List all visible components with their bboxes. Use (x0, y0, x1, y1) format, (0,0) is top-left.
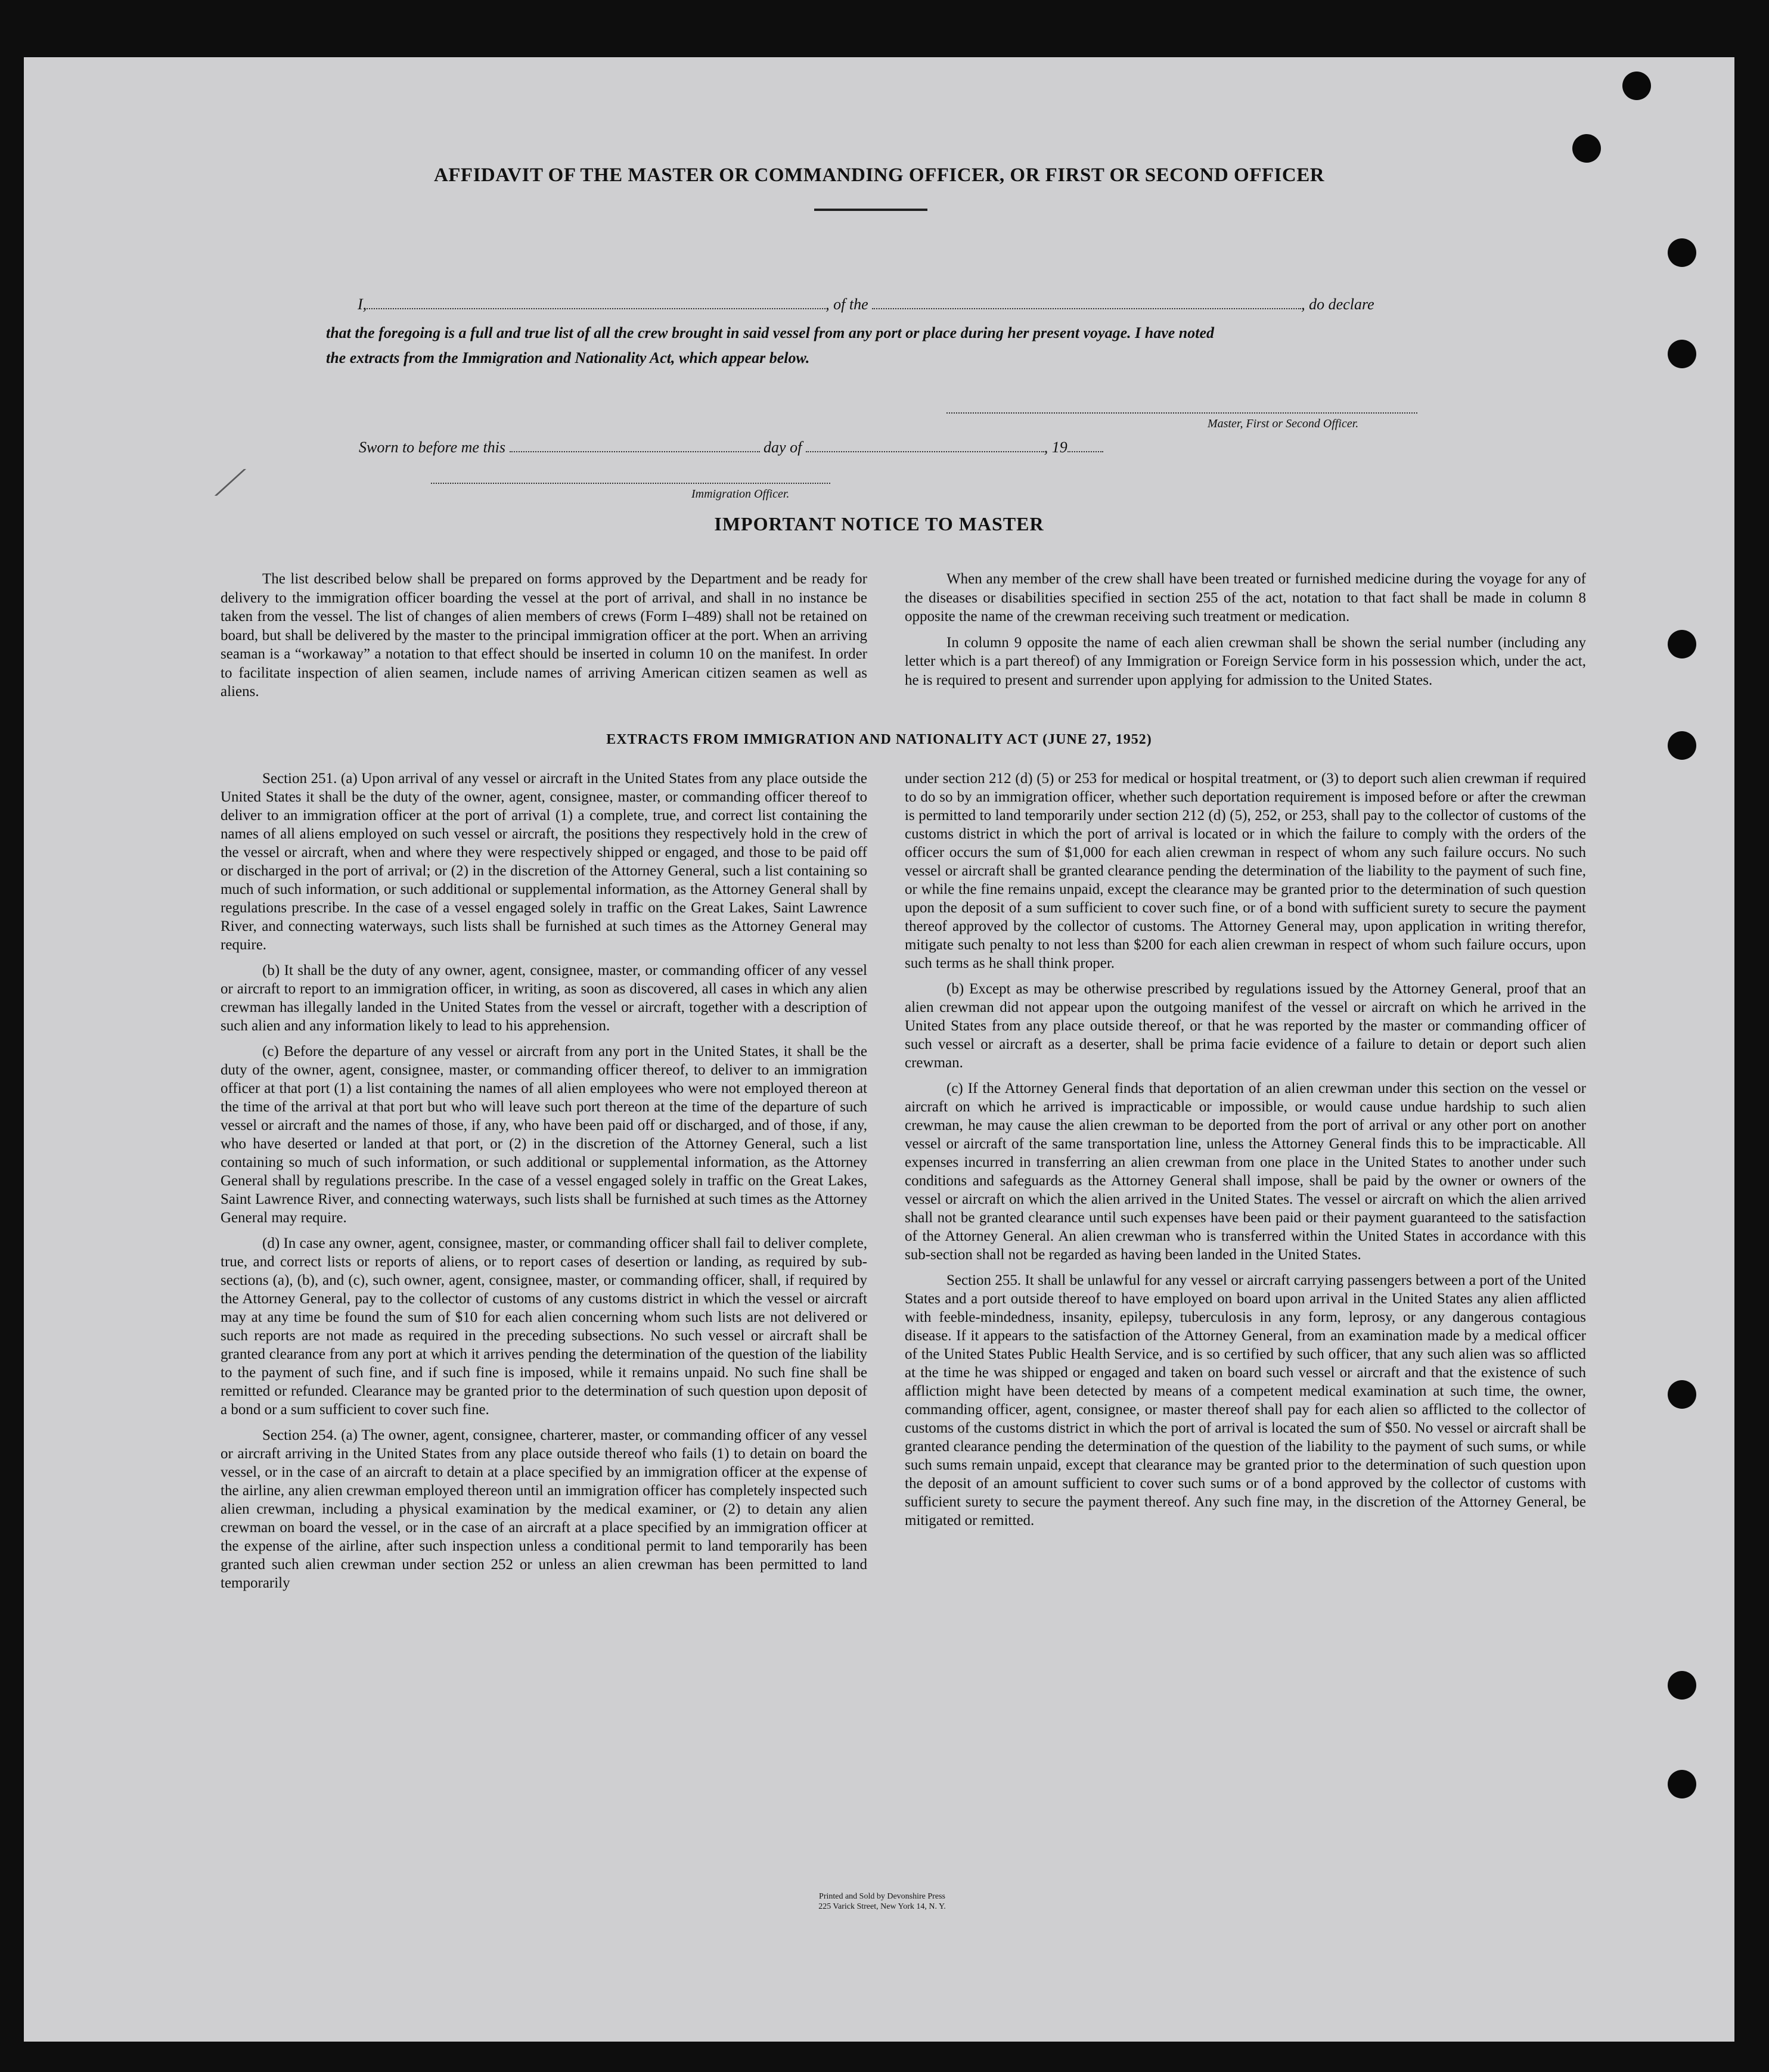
day-blank (510, 439, 760, 452)
punch-hole-icon (1668, 238, 1696, 267)
notice-right-paragraph-2: In column 9 opposite the name of each alien crewman shall be shown the serial number (including any letter which is a part thereof) of any Immigration or Foreign Service form in his possession which, under the act, he is required to present and surrender upon applying for admission to the United States. (905, 634, 1586, 688)
statement-line-1: that the foregoing is a full and true list of all the crew brought in said vessel from any port or place during her present voyage. I have noted (326, 324, 1215, 341)
decl-i-label: I, (358, 296, 367, 313)
title-underline (814, 209, 927, 211)
statement-line-2: the extracts from the Immigration and Nationality Act, which appear below. (326, 349, 810, 366)
punch-hole-icon (1668, 731, 1696, 760)
extract-left-paragraph: (b) It shall be the duty of any owner, agent, consignee, master, or commanding officer of any vessel or aircraft to report to an immigration officer, in writing, as soon as discovered, all cases in which any alien crewman has illegally landed in the United States from the vessel or aircraft, together with a description of such alien and any information likely to lead to his apprehension. (221, 962, 867, 1034)
punch-hole-icon (1668, 1671, 1696, 1700)
officer-signature-label: Immigration Officer. (691, 487, 790, 501)
master-signature-line (946, 412, 1417, 414)
decl-end-label: , do declare (1301, 296, 1374, 313)
printer-imprint (763, 1891, 1001, 1912)
extracts-left-column (221, 769, 867, 1599)
binding-edge (1734, 57, 1769, 2042)
printer-line-1: Printed and Sold by Devonshire Press (819, 1892, 945, 1901)
notice-left-column (221, 570, 867, 709)
extract-right-paragraph: (b) Except as may be otherwise prescribed by regulations issued by the Attorney General, proof that an alien crewman did not appear upon the outgoing manifest of the vessel or aircraft on which he arrived in the United States from any place outside thereof, or that he was reported by the master or commanding officer of such vessel or aircraft as a deserter, shall be prima facie evidence of a failure to detain or deport such alien crewman. (905, 981, 1586, 1071)
notice-right-column (905, 570, 1586, 697)
extract-left-paragraph: Section 251. (a) Upon arrival of any vessel or aircraft in the United States from any place outside the United States it shall be the duty of the owner, agent, consignee, master, or commanding officer thereof to deliver to an immigration officer at the port of arrival (1) a complete, true, and correct list containing the names of all aliens employed on such vessel or aircraft, the positions they respectively hold in the crew of the vessel or aircraft, when and where they were respectively shipped or engaged, and those to be paid off or discharged in the port of arrival; or (2) in the discretion of the Attorney General, such a list containing so much of such information, or such additional or supplemental information, as the Attorney General shall by regulations prescribe. In the case of a vessel engaged solely in traffic on the Great Lakes, Saint Lawrence River, and connecting waterways, such lists shall be furnished at such times as the Attorney General may require. (221, 771, 867, 953)
sworn-label: Sworn to before me this (359, 439, 506, 456)
document-page (24, 57, 1734, 2042)
year-label: , 19 (1044, 439, 1067, 456)
punch-hole-icon (1668, 1380, 1696, 1409)
notice-right-paragraph-1: When any member of the crew shall have been treated or furnished medicine during the voyage for any of the diseases or disabilities specified in section 255 of the act, notation to that fact shall be made in column 8 opposite the name of the crewman receiving such treatment or medication. (905, 571, 1586, 625)
pencil-mark: ⟋ (215, 462, 240, 504)
punch-hole-icon (1572, 134, 1601, 163)
officer-signature-line (431, 483, 830, 484)
punch-hole-icon (1668, 630, 1696, 658)
name-blank (367, 296, 825, 309)
extract-left-paragraph: Section 254. (a) The owner, agent, consignee, charterer, master, or commanding officer of any vessel or aircraft arriving in the United States from any place outside thereof who fails (1) to detain on board the vessel, or in the case of an aircraft to detain at a place specified by an immigration officer at the expense of the airline, any alien crewman employed thereon until an immigration officer has completely inspected such alien crewman, including a physical examination by the medical examiner, or (2) to detain any alien crewman on board the vessel, or in the case of an aircraft at a place specified by an immigration officer at the expense of the airline, after such inspection unless a conditional permit to land temporarily has been granted such alien crewman under section 252 or unless an alien crewman has been permitted to land temporarily (221, 1427, 867, 1591)
notice-title: IMPORTANT NOTICE TO MASTER (714, 513, 1044, 535)
day-of-label: day of (764, 439, 802, 456)
extract-right-paragraph: (c) If the Attorney General finds that deportation of an alien crewman under this section on the vessel or aircraft on which he arrived is impracticable or impossible, or would cause undue hardship to such alien crewman, he may cause the alien crewman to be deported from the port of arrival or any other port on another vessel or aircraft of the same transportation line, unless the Attorney General finds this to be impracticable. All expenses incurred in transferring an alien crewman from one place in the United States to another under such conditions and safeguards as the Attorney General shall impose, shall be paid by the owner or owners of the vessel or aircraft on which the alien arrived in the United States. The vessel or aircraft on which the alien arrived shall not be granted clearance until such expenses have been paid or their payment guaranteed to the satisfaction of the Attorney General. An alien crewman who is transferred within the United States in accordance with this sub-section shall not be regarded as having been landed in the United States. (905, 1080, 1586, 1263)
extract-right-paragraph: Section 255. It shall be unlawful for any vessel or aircraft carrying passengers between a port of the United States and a port outside thereof to have employed on board upon arrival in the United States any alien afflicted with feeble-mindedness, insanity, epilepsy, tuberculosis in any form, leprosy, or any dangerous contagious disease. If it appears to the satisfaction of the Attorney General, from an examination made by a medical officer of the United States Public Health Service, and is so certified by such officer, that any such alien was so afflicted at the time he was shipped or engaged and taken on board such vessel or aircraft and that the existence of such affliction might have been detected by means of a competent medical examination at such time, the owner, commanding officer, agent, consignee, or master thereof shall pay for each alien so afflicted to the collector of customs of the customs district in which the port of arrival is located the sum of $50. No vessel or aircraft shall be granted clearance pending the determination of the question of the liability to the payment of such sums, or while such sums remain unpaid, except that clearance may be granted prior to the determination of such question upon the deposit of an amount sufficient to cover such sums or of a bond approved by the collector of customs with sufficient surety to secure the payment thereof. Any such fine may, in the discretion of the Attorney General, be mitigated or remitted. (905, 1272, 1586, 1529)
notice-left-paragraph: The list described below shall be prepared on forms approved by the Department and be ready for delivery to the immigration officer boarding the vessel at the port of arrival, and shall in no instance be taken from the vessel. The list of changes of alien members of crews (Form I–489) shall not be retained on board, but shall be delivered by the master to the principal immigration officer at the port. When an arriving seaman is a “workaway” a notation to that effect should be inserted in column 10 on the manifest. In order to facilitate inspection of alien seamen, include names of arriving American citizen seamen as well as aliens. (221, 571, 867, 700)
year-blank (1067, 439, 1103, 452)
punch-hole-icon (1622, 72, 1651, 100)
extract-left-paragraph: (c) Before the departure of any vessel or aircraft from any port in the United States, it shall be the duty of the owner, agent, consignee, master, or commanding officer thereof, to deliver to an immigration officer at that port (1) a list containing the names of all alien employees who were not employed thereon at the time of the arrival at that port but who will leave such port thereon at the time of the departure of such vessel or aircraft and the names of those, if any, who have been paid off or discharged, and of those, if any, who have deserted or landed at that port, or (2) in the discretion of the Attorney General, such a list containing so much of such information, or such additional or supplemental information, as the Attorney General shall by regulations prescribe. In the case of a vessel engaged solely in traffic on the Great Lakes, Saint Lawrence River, and connecting waterways, such lists shall be furnished at such times as the Attorney General may require. (221, 1043, 867, 1226)
punch-hole-icon (1668, 340, 1696, 368)
extracts-title: EXTRACTS FROM IMMIGRATION AND NATIONALITY ACT (JUNE 27, 1952) (606, 732, 1152, 747)
declaration-line (358, 296, 1374, 313)
extracts-right-column (905, 769, 1586, 1537)
sworn-line (359, 439, 1103, 456)
extract-left-paragraph: (d) In case any owner, agent, consignee, master, or commanding officer shall fail to deliver complete, true, and correct lists or reports of aliens, or to report cases of desertion or landing, as required by sub-sections (a), (b), and (c), such owner, agent, consignee, master, or commanding officer, shall, if required by the Attorney General, pay to the collector of customs of any customs district in which the vessel or aircraft may at any time be found the sum of $10 for each alien concerning whom such lists are not delivered or such reports are not made as required in the preceding subsections. No such vessel or aircraft shall be granted clearance from any port at which it arrives pending the determination of the question of the liability to the payment of such fine, and if such fine is imposed, while it remains unpaid. No such fine shall be remitted or refunded. Clearance may be granted prior to the determination of such question upon deposit of a bond or a sum sufficient to cover such fine. (221, 1235, 867, 1418)
decl-of-label: , of the (825, 296, 868, 313)
extract-right-paragraph: under section 212 (d) (5) or 253 for medical or hospital treatment, or (3) to deport such alien crewman if required to do so by an immigration officer, whether such deportation requirement is imposed before or after the crewman is permitted to land temporarily under section 212 (d) (5), 252, or 253, shall pay to the collector of customs of the customs district in which the port of arrival is located or in which the failure to comply with the orders of the officer occurs the sum of $1,000 for each alien crewman in respect of whom any such failure occurs. No such vessel or aircraft shall be granted clearance pending the determination of the liability to the payment of such fine, or while the fine remains unpaid, except the clearance may be granted prior to the determination of such question upon the deposit of a sum sufficient to cover such fine, or of a bond with sufficient surety to secure the payment thereof approved by the collector of customs. The Attorney General may, upon application in writing therefor, mitigate such penalty to not less than $200 for each alien crewman in respect of whom such failure occurs, upon such terms as he shall think proper. (905, 771, 1586, 971)
printer-line-2: 225 Varick Street, New York 14, N. Y. (818, 1902, 946, 1911)
master-signature-label: Master, First or Second Officer. (1208, 417, 1359, 430)
punch-hole-icon (1668, 1770, 1696, 1798)
vessel-blank (872, 296, 1301, 309)
month-blank (806, 439, 1044, 452)
affidavit-title: AFFIDAVIT OF THE MASTER OR COMMANDING OFFICER, OR FIRST OR SECOND OFFICER (433, 164, 1325, 186)
